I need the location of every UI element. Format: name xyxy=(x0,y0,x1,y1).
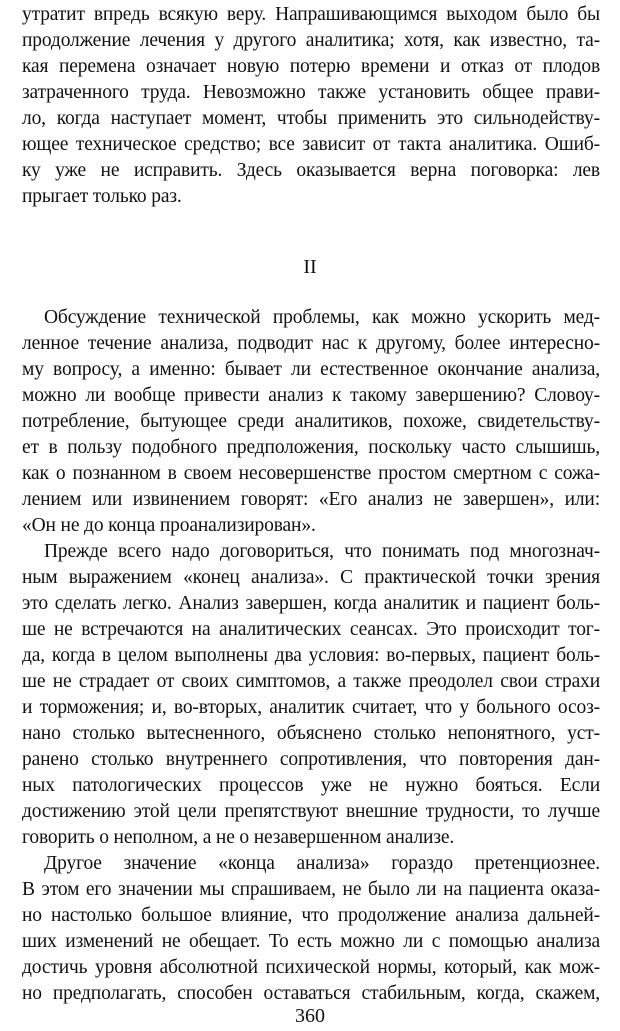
text-line: затраченного труда. Невозможно также установить общее прави- xyxy=(22,82,600,103)
text-line: говорить о неполном, а не о незавершенном анализе. xyxy=(22,827,455,848)
paragraph-2 xyxy=(22,305,600,539)
text-line: достижению этой цели препятствуют внешние трудности, то лучше xyxy=(22,801,600,822)
paragraph-1 xyxy=(22,2,600,210)
text-line: но предполагать, способен оставаться стабильным, когда, скажем, xyxy=(22,983,600,1004)
text-line: ным выражением «конец анализа». С практической точки зрения xyxy=(22,567,600,588)
text-line: лением или извинением говорят: «Его анализ не завершен», или: xyxy=(22,489,600,510)
paragraph-3 xyxy=(22,539,600,851)
text-line: ет в пользу подобного предположения, поскольку часто слышишь, xyxy=(22,437,600,458)
section-heading: II xyxy=(303,256,317,278)
text-line: ше не страдает от своих симптомов, а также преодолел свои страхи xyxy=(22,671,600,692)
text-line: утратит впредь всякую веру. Напрашивающимся выходом было бы xyxy=(22,4,600,25)
text-line: можно ли вообще привести анализ к такому завершению? Словоу- xyxy=(22,385,600,406)
text-line: но настолько большое влияние, что продолжение анализа дальней- xyxy=(22,905,600,926)
text-line: достичь уровня абсолютной психической нормы, который, как мож- xyxy=(22,957,600,978)
text-line: му вопросу, а именно: бывает ли естественное окончание анализа, xyxy=(22,359,600,380)
text-line: и торможения; и, во-вторых, аналитик считает, что у больного осоз- xyxy=(22,697,600,718)
text-line: как о познанном в своем несовершенстве простом смертном с сожа- xyxy=(22,463,600,484)
text-line: кая перемена означает новую потерю времени и отказ от плодов xyxy=(22,56,600,77)
text-line: «Он не до конца проанализирован». xyxy=(22,515,316,536)
text-line: потребление, бытующее среди аналитиков, похоже, свидетельству- xyxy=(22,411,600,432)
text-line: это сделать легко. Анализ завершен, когда аналитик и пациент боль- xyxy=(22,593,600,614)
text-line: прыгает только раз. xyxy=(22,186,182,207)
text-line: Другое значение «конца анализа» гораздо претенциознее. xyxy=(44,853,600,874)
text-line: ных патологических процессов уже не нужно бояться. Если xyxy=(22,775,600,796)
text-line: ше не встречаются на аналитических сеансах. Это происходит тог- xyxy=(22,619,600,640)
page-number: 360 xyxy=(295,1005,325,1027)
paragraph-4 xyxy=(22,851,600,1007)
text-line: ющее техническое средство; все зависит от такта аналитика. Ошиб- xyxy=(22,134,600,155)
text-line: ранено столько внутреннего сопротивления, что повторения дан- xyxy=(22,749,600,770)
text-line: Прежде всего надо договориться, что понимать под многознач- xyxy=(44,541,600,562)
text-line: ших изменений не обещает. То есть можно ли с помощью анализа xyxy=(22,931,600,952)
text-line: нано столько вытесненного, объяснено столько непонятного, уст- xyxy=(22,723,600,744)
text-line: ленное течение анализа, подводит нас к другому, более интересно- xyxy=(22,333,600,354)
text-line: Обсуждение технической проблемы, как можно ускорить мед- xyxy=(44,307,600,328)
text-line: да, когда в целом выполнены два условия: во-первых, пациент боль- xyxy=(22,645,600,666)
text-line: В этом его значении мы спрашиваем, не было ли на пациента оказа- xyxy=(22,879,600,900)
text-line: продолжение лечения у другого аналитика; хотя, как известно, та- xyxy=(22,30,600,51)
text-line: ку уже не исправить. Здесь оказывается верна поговорка: лев xyxy=(22,160,600,181)
text-line: ло, когда наступает момент, чтобы применить это сильнодейству- xyxy=(22,108,600,129)
